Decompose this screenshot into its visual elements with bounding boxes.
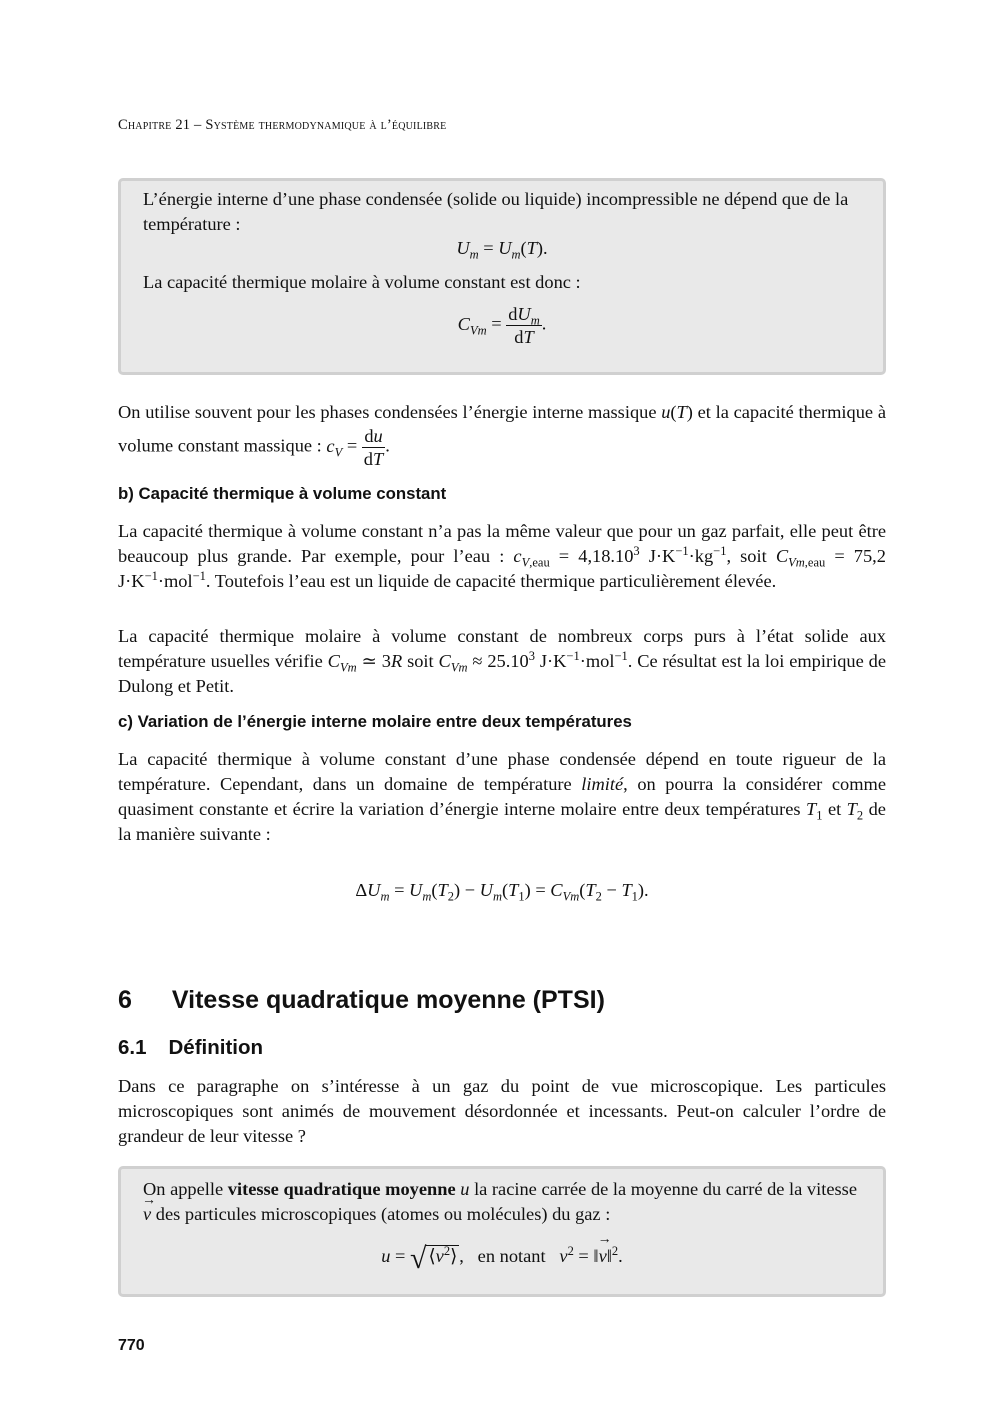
c-p1-em: limité xyxy=(581,774,624,794)
section-c-title: c) Variation de l’énergie interne molaire entre deux températures xyxy=(118,712,632,731)
b-p1-val1: = 4,18.10 xyxy=(558,546,634,566)
c-p1-and: et xyxy=(827,799,842,819)
b-p2-approx2: ≈ 25.10 xyxy=(472,651,529,671)
section-6-heading xyxy=(118,986,605,1015)
definition-box-internal-energy xyxy=(118,178,886,375)
b-p1-a: La capacité thermique à volume constant n’a pas la même valeur que pour un gaz parfait, elle peut être beaucoup plus grande. Par exemple, pour l’eau : xyxy=(118,521,886,566)
box2-bold-term: vitesse quadratique moyenne xyxy=(227,1179,456,1199)
box2-text-c: des particules microscopiques (atomes ou molécules) du gaz : xyxy=(155,1204,611,1224)
b-p1-unit1b: ·kg xyxy=(688,546,714,566)
definition-box-vqm: On appelle vitesse quadratique moyenne u la racine carrée de la moyenne du carré de la vitesse → v des particules microscopiques (atomes ou molécules) du gaz : u = √ $⟨v^2⟩$ , en notant $v^2$ = ‖→ v‖$^2$. xyxy=(118,1166,886,1297)
vector-v: → v xyxy=(143,1202,151,1227)
b-p2-unitb: ·mol xyxy=(579,651,615,671)
equation-um xyxy=(143,238,861,262)
b-p2-a: La capacité thermique molaire à volume constant de nombreux corps purs à l’état solide aux température usuelles vérifie xyxy=(118,626,886,671)
section-6-intro xyxy=(118,1074,886,1149)
equation-cvm: $C_{Vm}$ = $\frac{dU_m}{dT}$ . xyxy=(457,304,547,347)
b-p2-approx1: ≃ 3 xyxy=(361,651,391,671)
subsection-number: 6.1 xyxy=(118,1036,147,1059)
running-header xyxy=(118,117,446,134)
section-b-paragraph-1: La capacité thermique à volume constant n’a pas la même valeur que pour un gaz parfait, elle peut être beaucoup plus grande. Par exemple, pour l’eau : $c_{V,eau} = 4,18.10^3$ $J\cdot K^{-1}\cdot kg^{-1}$, soit $C_{Vm,eau} = 75,2$ $J\cdot K^{-1}\cdot mol^{-1}$. Toutefois l’eau est un liquide de capacité thermique particulièrement élevée. xyxy=(118,521,886,591)
b-p2-soit: soit xyxy=(407,651,434,671)
subsection-6-1-heading xyxy=(118,1036,263,1060)
c-p1-a: La capacité thermique à volume constant d’une phase condensée dépend en toute rigueur de la température. Cependant, dans un domaine de température xyxy=(118,749,886,794)
chapter-label: Chapitre 21 xyxy=(118,117,191,133)
box1-text1: L’énergie interne d’une phase condensée (solide ou liquide) incompressible ne dépend que de la température : xyxy=(143,189,849,234)
b-p1-val2: = 75,2 J·K xyxy=(118,546,886,591)
b-p1-soit: , soit xyxy=(726,546,767,566)
section-6-number: 6 xyxy=(118,986,132,1014)
equation-delta-um: $\Delta U_m = U_m(T_2) - U_m(T_1) = C_{Vm}(T_2 - T_1)$. xyxy=(355,880,649,904)
equation-um-render: $U_m = U_m(T)$. xyxy=(456,238,548,262)
section-c-paragraph: La capacité thermique à volume constant d’une phase condensée dépend en toute rigueur de la température. Cependant, dans un domaine de température limité, on pourra la considérer comme quasiment constante et écrire la variation d’énergie interne molaire entre deux températures $T_1$ et $T_2$ de la manière suivante : xyxy=(118,749,886,844)
box2-eq-note: en notant xyxy=(477,1246,546,1266)
section-6-title: Vitesse quadratique moyenne (PTSI) xyxy=(171,986,605,1014)
b-p2-unit: J·K xyxy=(539,651,567,671)
section-6-intro-text: Dans ce paragraphe on s’intéresse à un gaz du point de vue microscopique. Les particules microscopiques sont animés de mouvement désordonnée et incessants. Peut-on calculer l’ordre de grandeur de leur vitesse ? xyxy=(118,1076,886,1146)
massique-text-b: et la capacité thermique à volume constant massique : xyxy=(118,402,886,456)
b-p1-unit2b: ·mol xyxy=(157,571,193,591)
c-p1-b: , on pourra la considérer comme quasiment constante et écrire la variation d’énergie interne molaire entre deux températures xyxy=(118,774,886,819)
box2-text-a: On appelle xyxy=(143,1179,224,1199)
section-b-title: b) Capacité thermique à volume constant xyxy=(118,484,447,503)
page-number: 770 xyxy=(118,1337,145,1354)
b-p1-unit1: J·K xyxy=(648,546,676,566)
box2-text-b: la racine carrée de la moyenne du carré de la vitesse xyxy=(474,1179,857,1199)
paragraph-massique-text: On utilise souvent pour les phases condensées l’énergie interne massique u(T) et la capacité thermique à volume constant massique : $c_V$ = $\frac{du}{dT}$ . xyxy=(118,402,886,469)
c-p1-c: de la manière suivante : xyxy=(118,799,886,844)
sqrt-symbol: √ $⟨v^2⟩$ xyxy=(410,1242,458,1275)
fraction-du-dt: $\frac{du}{dT}$ xyxy=(363,426,384,469)
chapter-title: Système thermodynamique à l’équilibre xyxy=(205,117,447,133)
b-p1-b: . Toutefois l’eau est un liquide de capacité thermique particulièrement élevée. xyxy=(205,571,777,591)
paragraph-massique xyxy=(118,400,886,470)
equation-u-sqrt: u = √ $⟨v^2⟩$ , en notant $v^2$ = ‖→ v‖$^2$. xyxy=(143,1246,861,1267)
fraction-dum-dt: $\frac{dU_m}{dT}$ xyxy=(508,304,540,347)
box1-text2: La capacité thermique molaire à volume constant est donc : xyxy=(143,272,581,292)
subsection-title: Définition xyxy=(168,1036,264,1059)
header-dash: – xyxy=(190,117,206,133)
section-b-paragraph-2: La capacité thermique molaire à volume constant de nombreux corps purs à l’état solide aux température usuelles vérifie $C_{Vm}$ ≃ 3R soit $C_{Vm} \approx 25.10^3$ $J\cdot K^{-1}\cdot mol^{-1}$. Ce résultat est la loi empirique de Dulong et Petit. xyxy=(118,626,886,696)
b-p2-b: . Ce résultat est la loi empirique de Dulong et Petit. xyxy=(118,651,886,696)
massique-text-a: On utilise souvent pour les phases condensées l’énergie interne massique xyxy=(118,402,657,422)
